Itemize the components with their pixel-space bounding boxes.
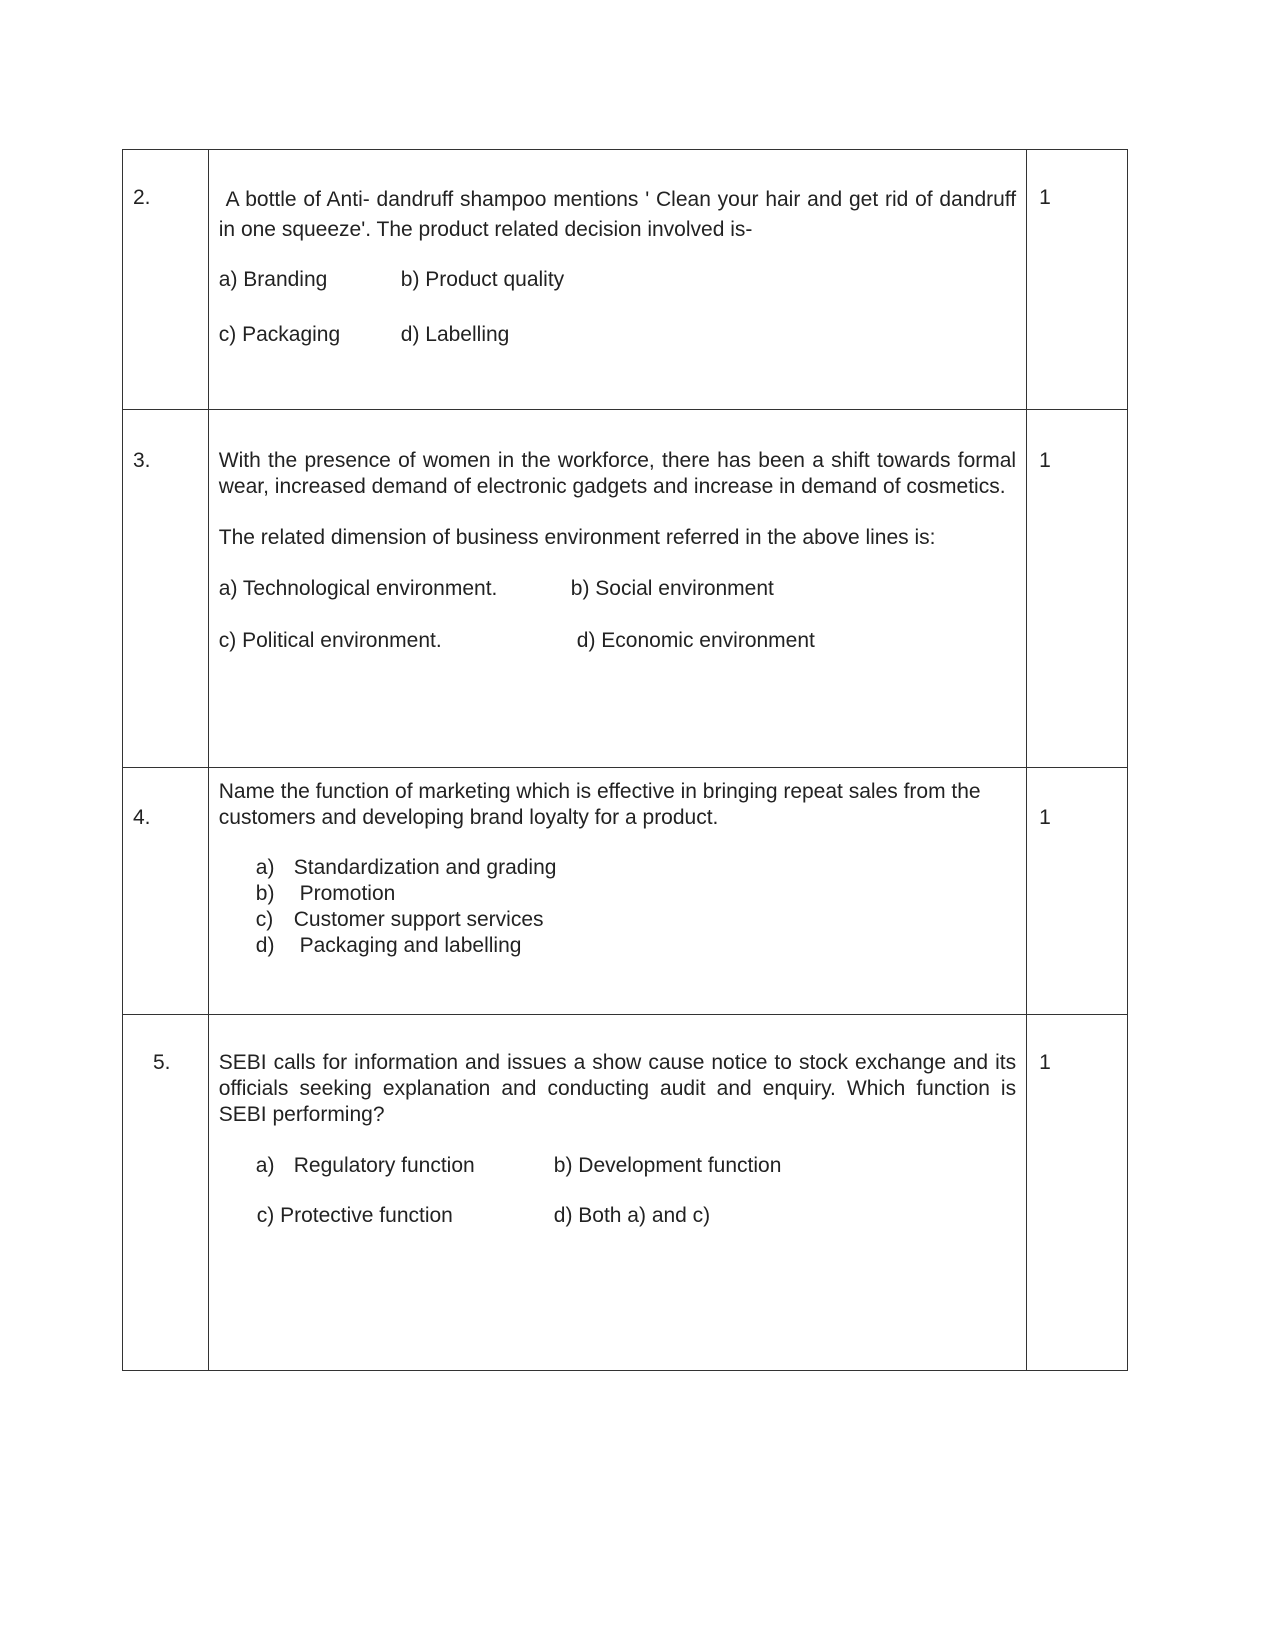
option-text: Packaging and labelling [293, 934, 522, 957]
question-text: Name the function of marketing which is effective in bringing repeat sales from the customers and developing brand loyalty for a product. [218, 780, 981, 829]
question-cell [208, 410, 1026, 768]
option-c [256, 907, 1016, 933]
question-cell [208, 1015, 1026, 1371]
options-row-cd [219, 322, 1016, 348]
option-b: b) Social environment [570, 577, 774, 600]
question-text: A bottle of Anti- dandruff shampoo mentions ' Clean your hair and get rid of dandruff in one squeeze'. The product related decision involved is- [218, 188, 1022, 241]
option-c: c) Packaging [218, 323, 341, 346]
option-a: a) Technological environment. [218, 577, 498, 600]
option-text: Regulatory function [293, 1154, 475, 1177]
question-number: 3. [133, 449, 151, 472]
marks-cell [1027, 1015, 1128, 1371]
question-number-cell [123, 410, 209, 768]
question-text: With the presence of women in the workforce, there has been a shift towards formal wear, increased demand of electronic gadgets and increase in demand of cosmetics. [218, 449, 1017, 498]
question-cell [208, 150, 1026, 410]
marks-value: 1 [1039, 806, 1051, 829]
marks-value: 1 [1039, 449, 1051, 472]
marks-cell [1027, 410, 1128, 768]
marks-cell [1027, 768, 1128, 1015]
options-list [219, 855, 1016, 959]
marks-cell [1027, 150, 1128, 410]
option-label: a) [255, 1154, 275, 1177]
option-label: d) [255, 934, 275, 957]
question-row-2 [123, 150, 1128, 410]
option-text: Standardization and grading [293, 856, 557, 879]
question-number-cell [123, 1015, 209, 1371]
question-text: SEBI calls for information and issues a show cause notice to stock exchange and its officials seeking explanation and conducting audit and enquiry. Which function is SEBI performing? [218, 1051, 1017, 1126]
option-label: c) [255, 908, 274, 931]
question-row-3 [123, 410, 1128, 768]
question-number-cell [123, 768, 209, 1015]
option-d [256, 933, 1016, 959]
question-number: 2. [133, 186, 151, 209]
option-c: c) Protective function [256, 1204, 453, 1227]
option-label: b) [255, 882, 275, 905]
option-label: a) [255, 856, 275, 879]
options-row-cd [219, 628, 1016, 654]
marks-value: 1 [1039, 1051, 1051, 1074]
marks-value: 1 [1039, 186, 1051, 209]
question-row-5 [123, 1015, 1128, 1371]
question-number-cell [123, 150, 209, 410]
option-a [256, 855, 1016, 881]
option-b: b) Development function [553, 1154, 782, 1177]
options-row-ab [219, 576, 1016, 602]
option-a [256, 1153, 554, 1179]
option-c: c) Political environment. [218, 629, 442, 652]
options-row-ab [219, 267, 1016, 293]
question-subtext: The related dimension of business environment referred in the above lines is: [218, 526, 936, 549]
options-row-cd [219, 1203, 1016, 1229]
option-text: Customer support services [293, 908, 544, 931]
option-text: Promotion [293, 882, 396, 905]
option-d: d) Economic environment [576, 629, 815, 652]
option-b: b) Product quality [400, 268, 565, 291]
options-row-ab [219, 1153, 1016, 1179]
option-a: a) Branding [218, 268, 328, 291]
question-number: 5. [153, 1051, 171, 1074]
question-number: 4. [133, 806, 151, 829]
question-table [122, 149, 1128, 1371]
question-cell [208, 768, 1026, 1015]
question-row-4 [123, 768, 1128, 1015]
option-d: d) Both a) and c) [553, 1204, 711, 1227]
option-d: d) Labelling [400, 323, 510, 346]
option-b [256, 881, 1016, 907]
